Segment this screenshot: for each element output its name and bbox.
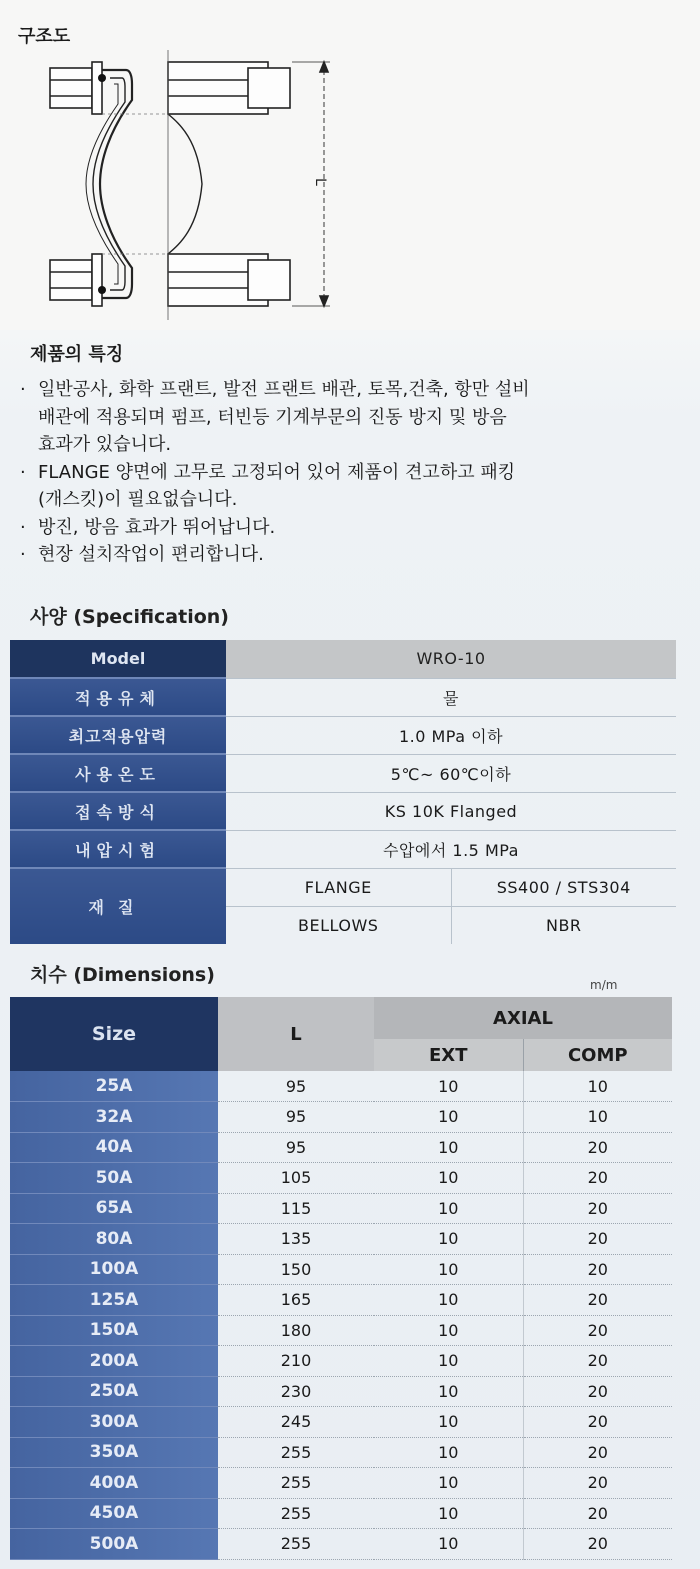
- cell-l: 230: [218, 1376, 374, 1407]
- spec-label: 적용유체: [10, 678, 226, 716]
- cell-size: 400A: [10, 1468, 218, 1499]
- table-row: [10, 1376, 672, 1407]
- table-row: [10, 1071, 672, 1102]
- cell-comp: 20: [523, 1315, 672, 1346]
- feature-line: 일반공사, 화학 프랜트, 발전 프랜트 배관, 토목,건축, 항만 설비: [38, 379, 530, 400]
- cell-ext: 10: [374, 1376, 523, 1407]
- feature-item: [18, 376, 688, 459]
- spec-row-material: [10, 868, 676, 906]
- header-comp: COMP: [523, 1039, 672, 1071]
- cell-ext: 10: [374, 1468, 523, 1499]
- cell-l: 95: [218, 1102, 374, 1133]
- spec-value: 5℃~ 60℃이하: [226, 754, 676, 792]
- cell-ext: 10: [374, 1071, 523, 1102]
- feature-line: 효과가 있습니다.: [38, 434, 172, 455]
- cell-ext: 10: [374, 1407, 523, 1438]
- spec-label: 접속방식: [10, 792, 226, 830]
- feature-item: [18, 459, 688, 514]
- header-ext: EXT: [374, 1039, 523, 1071]
- unit-note: m/m: [590, 978, 618, 992]
- table-row: [10, 1132, 672, 1163]
- cell-l: 255: [218, 1468, 374, 1499]
- cell-comp: 20: [523, 1254, 672, 1285]
- spec-label: 최고적용압력: [10, 716, 226, 754]
- features-list: [18, 376, 688, 569]
- cell-ext: 10: [374, 1132, 523, 1163]
- bullet: ·: [20, 379, 26, 400]
- cell-l: 135: [218, 1224, 374, 1255]
- table-row: [10, 1102, 672, 1133]
- cell-size: 350A: [10, 1437, 218, 1468]
- specification-table: [10, 640, 676, 944]
- header-axial: AXIAL: [374, 997, 672, 1039]
- cell-size: 25A: [10, 1071, 218, 1102]
- spec-label: 내압시험: [10, 830, 226, 868]
- cell-comp: 10: [523, 1102, 672, 1133]
- cell-comp: 20: [523, 1407, 672, 1438]
- cell-ext: 10: [374, 1102, 523, 1133]
- material-value: NBR: [545, 915, 582, 935]
- cell-ext: 10: [374, 1346, 523, 1377]
- feature-item: [18, 514, 688, 542]
- cell-comp: 20: [523, 1376, 672, 1407]
- cell-comp: 20: [523, 1437, 672, 1468]
- cell-comp: 20: [523, 1529, 672, 1560]
- cell-l: 210: [218, 1346, 374, 1377]
- cell-size: 40A: [10, 1132, 218, 1163]
- header-l: L: [218, 997, 374, 1071]
- dimension-l-label: L: [312, 178, 328, 186]
- structure-title: 구조도: [18, 26, 71, 47]
- bullet: ·: [20, 544, 26, 565]
- table-row: [10, 1193, 672, 1224]
- spec-value: 수압에서 1.5 MPa: [226, 830, 676, 868]
- cell-size: 32A: [10, 1102, 218, 1133]
- cell-comp: 10: [523, 1071, 672, 1102]
- spec-label: 사용온도: [10, 754, 226, 792]
- spec-row: [10, 792, 676, 830]
- specification-title: 사양 (Specification): [30, 606, 229, 628]
- feature-line: (개스킷)이 필요없습니다.: [38, 489, 238, 510]
- cell-size: 50A: [10, 1163, 218, 1194]
- feature-line: FLANGE 양면에 고무로 고정되어 있어 제품이 견고하고 패킹: [38, 461, 516, 483]
- cell-size: 150A: [10, 1315, 218, 1346]
- spec-value: 물: [226, 678, 676, 716]
- cell-size: 300A: [10, 1407, 218, 1438]
- spec-label-model: Model: [10, 640, 226, 678]
- table-row: [10, 1468, 672, 1499]
- cell-comp: 20: [523, 1498, 672, 1529]
- spec-value-model: WRO-10: [226, 640, 676, 678]
- dimensions-title: 치수 (Dimensions): [30, 964, 215, 986]
- cell-comp: 20: [523, 1346, 672, 1377]
- cell-size: 125A: [10, 1285, 218, 1316]
- cell-ext: 10: [374, 1285, 523, 1316]
- header-size: Size: [10, 997, 218, 1071]
- table-row: [10, 1254, 672, 1285]
- feature-line: 현장 설치작업이 편리합니다.: [38, 544, 264, 565]
- bullet: ·: [20, 516, 26, 538]
- cell-ext: 10: [374, 1163, 523, 1194]
- bullet: ·: [20, 461, 26, 483]
- cell-l: 255: [218, 1437, 374, 1468]
- cell-l: 95: [218, 1132, 374, 1163]
- cell-l: 255: [218, 1529, 374, 1560]
- spec-value: 1.0 MPa 이하: [226, 716, 676, 754]
- cell-ext: 10: [374, 1498, 523, 1529]
- cell-size: 500A: [10, 1529, 218, 1560]
- spec-row-model: [10, 640, 676, 678]
- cell-comp: 20: [523, 1224, 672, 1255]
- table-row: [10, 1529, 672, 1560]
- table-row: [10, 1407, 672, 1438]
- cell-l: 180: [218, 1315, 374, 1346]
- spec-row: [10, 754, 676, 792]
- spec-row: [10, 830, 676, 868]
- cell-ext: 10: [374, 1224, 523, 1255]
- features-title: 제품의 특징: [30, 344, 124, 365]
- cell-size: 100A: [10, 1254, 218, 1285]
- table-row: [10, 1315, 672, 1346]
- cell-ext: 10: [374, 1193, 523, 1224]
- cell-size: 200A: [10, 1346, 218, 1377]
- spec-value: KS 10K Flanged: [226, 792, 676, 830]
- table-row: [10, 1224, 672, 1255]
- cell-l: 255: [218, 1498, 374, 1529]
- table-row: [10, 1163, 672, 1194]
- material-part: FLANGE: [226, 868, 451, 906]
- spec-row: [10, 678, 676, 716]
- dimensions-table: [10, 997, 672, 1560]
- cell-ext: 10: [374, 1254, 523, 1285]
- cell-comp: 20: [523, 1468, 672, 1499]
- cell-l: 165: [218, 1285, 374, 1316]
- feature-line: 배관에 적용되며 펌프, 터빈등 기계부문의 진동 방지 및 방음: [38, 406, 507, 428]
- spec-label-material: 재질: [10, 868, 226, 944]
- cell-l: 95: [218, 1071, 374, 1102]
- cell-ext: 10: [374, 1529, 523, 1560]
- cell-ext: 10: [374, 1315, 523, 1346]
- feature-line: 방진, 방음 효과가 뛰어납니다.: [38, 516, 276, 538]
- structure-diagram: [30, 50, 350, 325]
- cell-size: 250A: [10, 1376, 218, 1407]
- feature-item: [18, 541, 688, 569]
- cell-comp: 20: [523, 1132, 672, 1163]
- cell-l: 245: [218, 1407, 374, 1438]
- table-row: [10, 1437, 672, 1468]
- table-row: [10, 1498, 672, 1529]
- cell-ext: 10: [374, 1437, 523, 1468]
- cell-l: 105: [218, 1163, 374, 1194]
- spec-row: [10, 716, 676, 754]
- cell-l: 150: [218, 1254, 374, 1285]
- dimensions-body: [10, 1071, 672, 1559]
- cell-comp: 20: [523, 1193, 672, 1224]
- cell-comp: 20: [523, 1285, 672, 1316]
- cell-size: 450A: [10, 1498, 218, 1529]
- cell-l: 115: [218, 1193, 374, 1224]
- table-row: [10, 1346, 672, 1377]
- cell-size: 80A: [10, 1224, 218, 1255]
- material-part: BELLOWS: [226, 906, 451, 944]
- table-row: [10, 1285, 672, 1316]
- cell-size: 65A: [10, 1193, 218, 1224]
- material-value: SS400 / STS304: [451, 868, 676, 906]
- cell-comp: 20: [523, 1163, 672, 1194]
